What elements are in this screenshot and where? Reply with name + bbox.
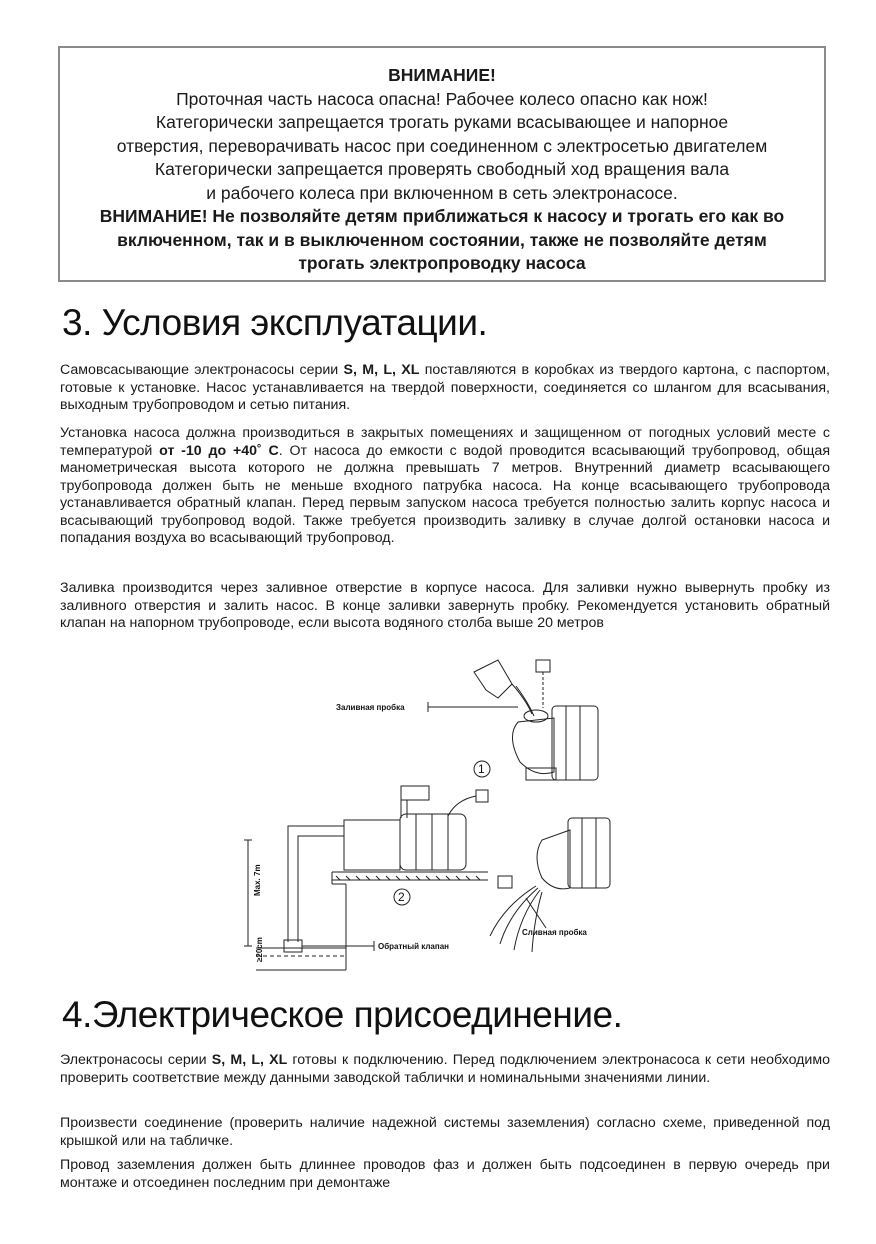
section-4-paragraph-2: Произвести соединение (проверить наличие надежной системы заземления) согласно схеме, приведенной под крышкой или на табличке. bbox=[60, 1115, 830, 1149]
fill-plug-shape bbox=[536, 660, 550, 672]
motor-housing-shape bbox=[552, 706, 598, 780]
warning-children-line: трогать электропроводку насоса bbox=[298, 253, 586, 273]
text-run: Установка насоса должна производиться в закрытых помещениях и защищенном от погодных условий месте с температурой bbox=[60, 425, 830, 459]
warning-title: ВНИМАНИЕ! bbox=[388, 65, 496, 85]
section-4-heading: 4.Электрическое присоединение. bbox=[62, 994, 623, 1035]
fill-plug-label: Заливная пробка bbox=[336, 703, 405, 712]
pump-body-shape bbox=[344, 820, 400, 870]
section-3-heading: 3. Условия эксплуатации. bbox=[62, 302, 488, 343]
motor-shape bbox=[400, 814, 466, 870]
check-valve-label: Обратный клапан bbox=[378, 942, 449, 951]
drain-motor-shape bbox=[568, 818, 610, 888]
power-cord bbox=[448, 796, 476, 816]
floor-hatch bbox=[336, 876, 480, 880]
diagram-svg bbox=[236, 650, 616, 980]
tank-outline bbox=[256, 948, 346, 970]
section-4-paragraph-3: Провод заземления должен быть длиннее проводов фаз и должен быть подсоединен в первую очередь при монтаже и отсоединен последним при демонтаже bbox=[60, 1157, 830, 1191]
marker-2-label: 2 bbox=[398, 890, 405, 904]
warning-line: Проточная часть насоса опасна! Рабочее колесо опасно как нож! bbox=[176, 88, 708, 109]
text-run: Самовсасывающие электронасосы серии bbox=[60, 362, 344, 378]
drain-pump-head-shape bbox=[537, 830, 570, 889]
text-run: . От насоса до емкости с водой проводится всасывающий трубопровод, общая манометрическая высота которого не должна превышать 7 метров. Внутренний диаметр всасывающего трубопровода должен быть не меньше входного патрубка насоса. На конце всасывающего трубопровода устанавливается обратный клапан. Перед первым запуском насоса требуется полностью залить корпус насоса и всасывающий трубопровод водой. Также требуется производить заливку в случае долгой остановки насоса и попадания воздуха во всасывающий трубопровод. bbox=[60, 442, 831, 546]
warning-children-line: ВНИМАНИЕ! Не позволяйте детям приближаться к насосу и трогать его как во bbox=[99, 206, 785, 226]
drain-plug-shape bbox=[498, 876, 512, 888]
warning-line: и рабочего колеса при включенном в сеть электронасосе. bbox=[206, 182, 678, 203]
text-run: готовы к подключению. Перед подключением электронасоса к сети необходимо проверить соответствие между данными заводской таблички и номинальными значениями линии. bbox=[60, 1052, 830, 1086]
series-names: S, M, L, XL bbox=[343, 362, 420, 378]
floor-line bbox=[332, 872, 488, 884]
drain-plug-label: Сливная пробка bbox=[522, 928, 587, 937]
pump-head-shape bbox=[512, 718, 554, 774]
warning-line: Категорически запрещается трогать руками всасывающее и напорное bbox=[155, 112, 729, 132]
text-run: поставляются в коробках из твердого картона, с паспортом, готовые к установке. Насос устанавливается на твердой поверхности, соединяется со шлангом для всасывания, выходным трубопроводом и сетью питания. bbox=[60, 362, 830, 413]
jug-shape bbox=[474, 660, 512, 698]
drain-plug-leader-line bbox=[526, 898, 546, 928]
warning-line: отверстия, переворачивать насос при соединенном с электросетью двигателем bbox=[116, 135, 768, 156]
section-4-paragraph-1 bbox=[60, 1052, 830, 1087]
series-names: S, M, L, XL bbox=[211, 1052, 288, 1068]
pump-installation-diagram bbox=[236, 650, 616, 980]
section-3-paragraph-1 bbox=[60, 362, 830, 415]
text-run: Электронасосы серии bbox=[60, 1052, 212, 1068]
warning-line: Категорически запрещается проверять свободный ход вращения вала bbox=[154, 159, 730, 179]
marker-1-label: 1 bbox=[478, 762, 485, 776]
warning-children-line: включенном, так и в выключенном состоянии, также не позволяйте детям bbox=[117, 229, 767, 250]
section-3-paragraph-2 bbox=[60, 425, 830, 548]
water-stream bbox=[512, 684, 532, 714]
depth-label: ≥20cm bbox=[255, 937, 264, 962]
max-height-label: Max. 7m bbox=[253, 864, 262, 896]
discharge-elbow-shape bbox=[401, 786, 429, 800]
socket-shape bbox=[476, 790, 488, 802]
check-valve-shape bbox=[284, 940, 302, 952]
warning-box bbox=[58, 46, 826, 282]
section-3-paragraph-3: Заливка производится через заливное отверстие в корпусе насоса. Для заливки нужно вывернуть пробку из заливного отверстия и залить насос. В конце заливки завернуть пробку. Рекомендуется установить обратный клапан на напорном трубопроводе, если высота водяного столба выше 20 метров bbox=[60, 580, 830, 631]
temperature-range: от -10 до +40˚ С bbox=[159, 442, 279, 459]
drain-water-streams bbox=[490, 886, 542, 952]
